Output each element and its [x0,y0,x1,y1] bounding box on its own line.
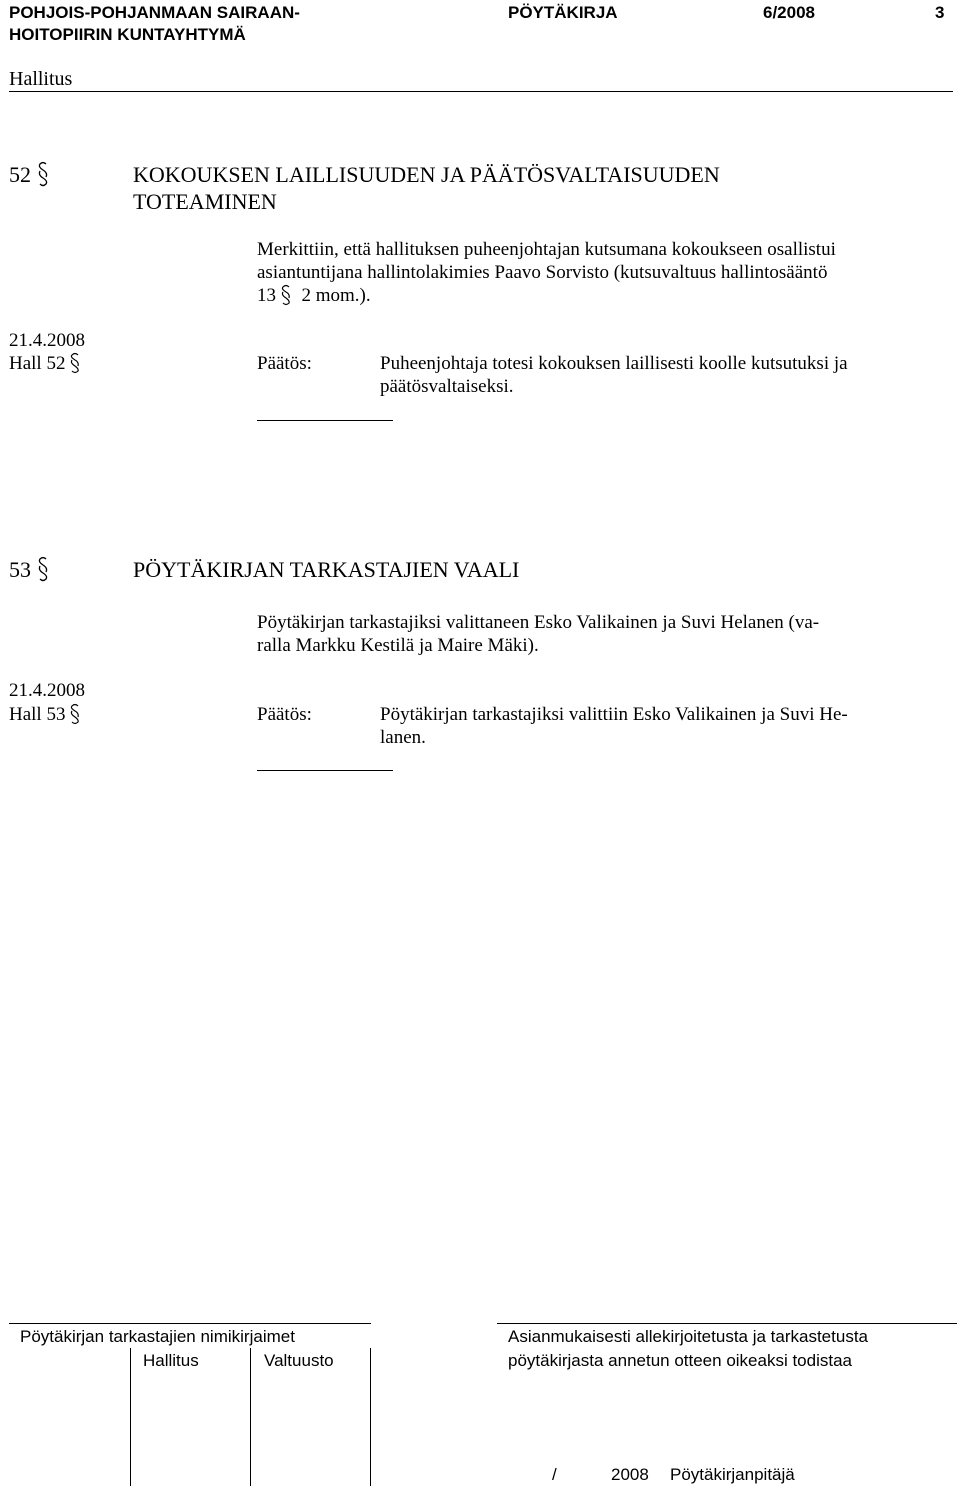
section-sign-icon [37,161,53,188]
section-text-line: Merkittiin, että hallituksen puheenjohtajan kutsumana kokoukseen osallistui [257,239,836,260]
decision-label: Päätös: [257,704,312,725]
meeting-date: 21.4.2008 [9,330,85,351]
section-number: 53 [9,556,53,583]
footer-column-divider [370,1348,371,1486]
section-text-line: 13 2 mom.). [257,285,371,306]
section-title: PÖYTÄKIRJAN TARKASTAJIEN VAALI [133,557,520,582]
section-title: KOKOUKSEN LAILLISUUDEN JA PÄÄTÖSVALTAISUUDEN [133,162,720,187]
org-name-line1: POHJOIS-POHJANMAAN SAIRAAN- [9,3,300,22]
date-slash: / [552,1465,557,1484]
header-rule [9,91,953,92]
decision-text-line: Pöytäkirjan tarkastajiksi valittiin Esko Valikainen ja Suvi He- [380,704,848,725]
decision-ref: Hall 52 [9,352,86,375]
section-text-line: asiantuntijana hallintolakimies Paavo Sorvisto (kutsuvaltuus hallintosääntö [257,262,828,283]
section-text-line: ralla Markku Kestilä ja Maire Mäki). [257,635,539,656]
footer-rule-left [9,1323,371,1324]
decision-text-line: lanen. [380,727,426,748]
section-end-rule [257,420,393,421]
footer-rule-right [497,1323,957,1324]
footer-year: 2008 [611,1465,649,1484]
footer-column-divider [130,1348,131,1486]
section-sign-icon [281,284,297,307]
page-number: 3 [935,3,945,22]
section-end-rule [257,770,393,771]
section-title-cont: TOTEAMINEN [133,189,277,214]
decision-text-line: päätösvaltaiseksi. [380,376,514,397]
doc-type: PÖYTÄKIRJA [508,3,618,22]
certified-text-line1: Asianmukaisesti allekirjoitetusta ja tarkastetusta [508,1327,868,1346]
section-sign-icon [70,703,86,726]
meeting-date: 21.4.2008 [9,680,85,701]
section-sign-icon [70,352,86,375]
section-number: 52 [9,161,53,188]
org-name-line2: HOITOPIIRIN KUNTAYHTYMÄ [9,25,246,44]
body-name: Hallitus [9,68,73,90]
footer-col-valtuusto: Valtuusto [264,1351,334,1370]
decision-ref: Hall 53 [9,703,86,726]
decision-text-line: Puheenjohtaja totesi kokouksen laillisesti koolle kutsutuksi ja [380,353,848,374]
certified-text-line2: pöytäkirjasta annetun otteen oikeaksi todistaa [508,1351,853,1370]
footer-column-divider [250,1348,251,1486]
doc-number: 6/2008 [763,3,815,22]
decision-label: Päätös: [257,353,312,374]
section-sign-icon [37,556,53,583]
inspectors-label: Pöytäkirjan tarkastajien nimikirjaimet [20,1327,295,1346]
keeper-label: Pöytäkirjanpitäjä [670,1465,795,1484]
footer-col-hallitus: Hallitus [143,1351,199,1370]
section-text-line: Pöytäkirjan tarkastajiksi valittaneen Esko Valikainen ja Suvi Helanen (va- [257,612,820,633]
